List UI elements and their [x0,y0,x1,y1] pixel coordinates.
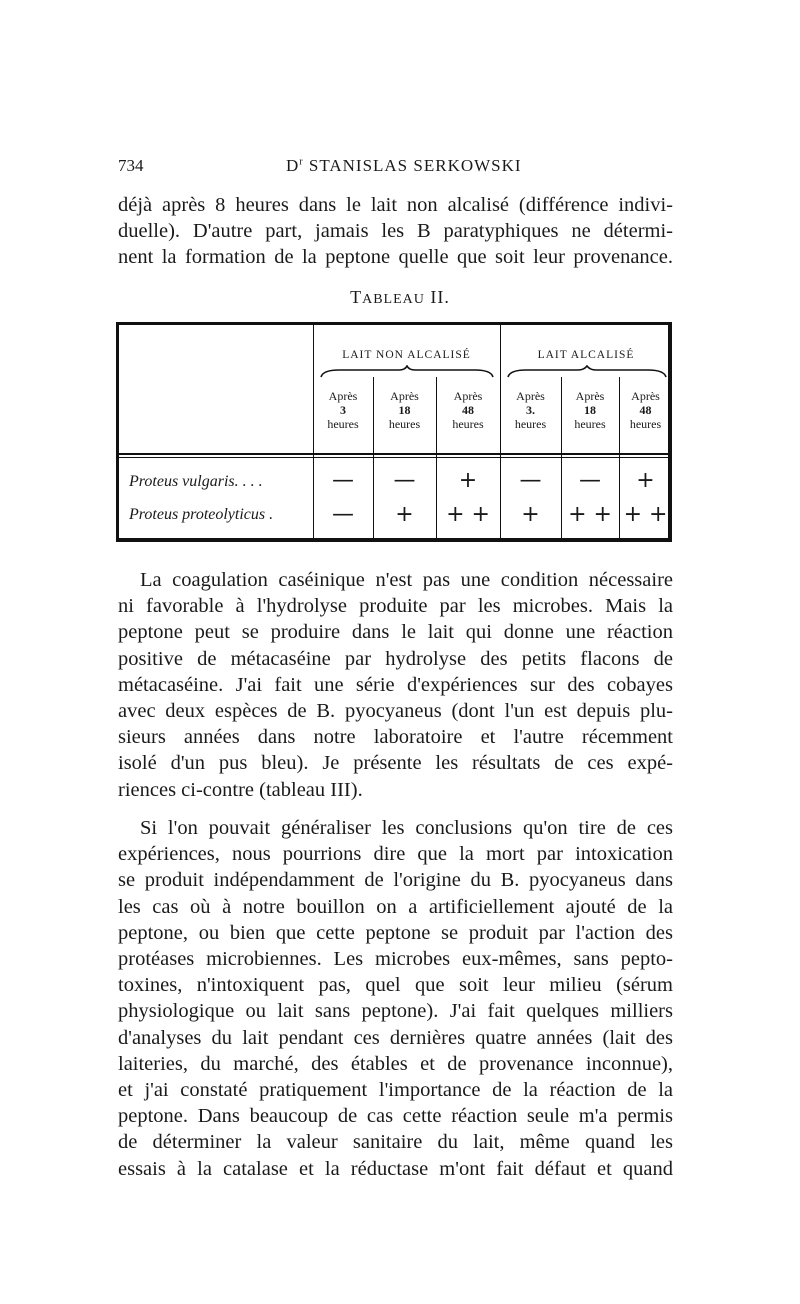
page-number: 734 [118,156,144,175]
col-hours-unit: heures [388,417,421,431]
table-cell: + [395,502,414,527]
text-line: Si l'on pouvait généraliser les conclusions qu'on tire de ces [140,817,673,839]
table-caption [0,287,800,308]
group-label-alcalise: LAIT ALCALISÉ [537,349,635,361]
col-hours-num: 3 [340,403,346,417]
col-hours-unit: heures [327,417,359,431]
text-line: positive de métacaséine par hydrolyse des petits flacons de [118,647,673,670]
text-line: d'analyses du lait pendant ces dernières quatre années (lait des [118,1026,673,1049]
column-header [619,389,672,431]
paragraph-intro [118,192,673,271]
text-line: métacaséine. J'ai fait une série d'expériences sur des cobayes [118,673,673,696]
text-line: avec deux espèces de B. pyocyaneus (dont l'un est depuis plu- [118,700,673,723]
header-rule [119,453,668,455]
table-cell: — [332,468,354,493]
table-cell: — [519,468,542,493]
column-header [436,389,500,431]
table-cell: — [393,468,416,493]
text-line: se produit indépendamment de l'origine du B. pyocyaneus dans [118,869,673,892]
author-sup: r [299,156,304,168]
text-line: La coagulation caséinique n'est pas une condition nécessaire [140,569,673,591]
col-after: Après [631,389,660,403]
results-table [116,322,672,542]
brace-group2 [506,365,668,379]
running-title [286,156,522,176]
brace-group1 [319,365,495,379]
table-cell: + [521,502,540,527]
text-line: duelle). D'autre part, jamais les B paratyphiques ne détermi- [118,220,673,243]
text-line: peptone. Dans beaucoup de cas cette réaction seule m'a permis [118,1105,673,1128]
text-line: protéases microbiennes. Les microbes eux-mêmes, sans pepto- [118,948,673,971]
row-label-proteus-vulgaris: Proteus vulgaris. . . . [129,473,263,490]
paragraph-conclusions [118,815,673,1182]
text-line: déjà après 8 heures dans le lait non alcalisé (différence indivi- [118,194,673,216]
text-line: de déterminer la valeur sanitaire du lait, même quand les [118,1131,673,1154]
col-after: Après [390,389,419,403]
row-label-proteus-proteolyticus: Proteus proteolyticus . [129,506,274,523]
col-hours-unit: heures [452,417,484,431]
text-line: isolé d'un pus bleu). Je présente les résultats de ces expé- [118,752,673,775]
text-line: les cas où à notre bouillon on a artificiellement ajouté de la [118,895,673,918]
table-cell: + + [623,502,668,527]
caption-numeral: II. [430,287,450,307]
table-cell: + [458,468,478,493]
text-line: nent la formation de la peptone quelle que soit leur provenance. [118,246,673,269]
col-after: Après [328,389,358,403]
col-hours-unit: heures [514,417,547,431]
col-after: Après [516,389,545,403]
group-label-non-alcalise: LAIT NON ALCALISÉ [342,349,471,361]
col-hours-num: 3. [526,403,535,417]
column-header [373,389,436,431]
caption-rest: ABLEAU [362,292,425,307]
text-line: sieurs années dans notre laboratoire et l'autre récemment [118,726,673,749]
table-cell: — [332,502,354,527]
col-after: Après [575,389,605,403]
caption-initial: T [350,287,363,307]
text-line: toxines, n'intoxiquent pas, quel que soit leur milieu (sérum [118,974,673,997]
text-line: et j'ai constaté pratiquement l'importance de la réaction de la [118,1079,673,1102]
table-cell: + + [568,502,612,527]
col-hours-num: 48 [639,403,652,417]
col-hours-num: 18 [584,403,596,417]
text-line: expériences, nous pourrions dire que la mort par intoxication [118,843,673,866]
col-hours-unit: heures [629,417,662,431]
text-line: physiologique ou lait sans peptone). J'ai fait quelques milliers [118,1000,673,1023]
column-header [500,389,561,431]
col-after: Après [453,389,483,403]
text-line: laiteries, du marché, des étables et de provenance inconnue), [118,1052,673,1075]
table-cell: + + [446,502,490,527]
col-hours-num: 48 [462,403,474,417]
column-header [561,389,619,431]
paragraph-coagulation [118,567,673,803]
text-line: peptone peut se produire dans le lait qui donne une réaction [118,621,673,644]
col-hours-unit: heures [574,417,606,431]
table-cell: — [579,468,601,493]
text-line: essais à la catalase et la réductase m'ont fait défaut et quand [118,1157,673,1180]
column-header [313,389,373,431]
text-line: ni favorable à l'hydrolyse produite par les microbes. Mais la [118,595,673,618]
author-name: STANISLAS SERKOWSKI [308,156,522,175]
text-line: peptone, ou bien que cette peptone se produit par l'action des [118,921,673,944]
col-hours-num: 18 [398,403,411,417]
header-rule [119,457,668,458]
author-prefix: D [286,156,300,175]
table-cell: + [636,468,655,493]
text-line: riences ci-contre (tableau III). [118,778,363,801]
